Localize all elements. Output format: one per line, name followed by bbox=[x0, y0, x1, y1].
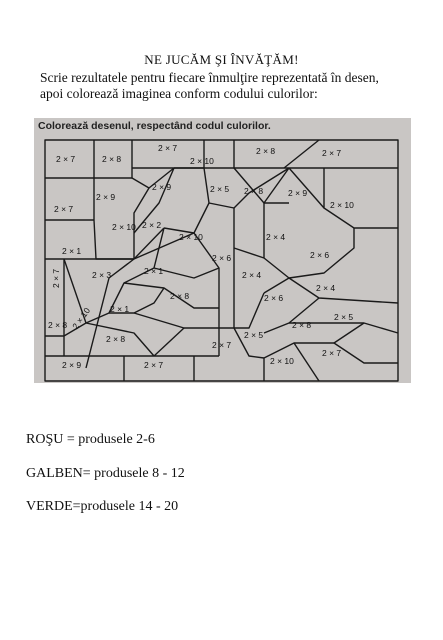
cell-label: 2 × 3 bbox=[92, 270, 112, 280]
cell-label: 2 × 4 bbox=[266, 232, 286, 242]
cell-label: 2 × 7 bbox=[144, 360, 164, 370]
cell-label: 2 × 1 bbox=[144, 266, 164, 276]
cell-label: 2 × 6 bbox=[212, 253, 232, 263]
cell-label: 2 × 5 bbox=[334, 312, 354, 322]
cell-label: 2 × 7 bbox=[56, 154, 76, 164]
cell-label: 2 × 9 bbox=[96, 192, 116, 202]
cell-label: 2 × 1 bbox=[110, 304, 130, 314]
cell-label: 2 × 7 bbox=[51, 268, 61, 288]
instruction-line-2: apoi colorează imaginea conform codului culorilor: bbox=[40, 86, 318, 101]
cell-label: 2 × 1 bbox=[62, 246, 82, 256]
instruction-line-1: Scrie rezultatele pentru fiecare înmulţire reprezentată în desen, bbox=[40, 70, 379, 85]
cell-label: 2 × 7 bbox=[158, 143, 178, 153]
puzzle-drawing bbox=[34, 118, 411, 383]
legend-yellow: GALBEN= produsele 8 - 12 bbox=[26, 466, 185, 481]
legend-red: ROŞU = produsele 2-6 bbox=[26, 432, 155, 447]
cell-label: 2 × 9 bbox=[152, 182, 172, 192]
cell-label: 2 × 10 bbox=[112, 222, 136, 232]
cell-label: 2 × 10 bbox=[70, 305, 93, 331]
cell-label: 2 × 10 bbox=[190, 156, 214, 166]
cell-label: 2 × 8 bbox=[170, 291, 190, 301]
cell-label: 2 × 2 bbox=[142, 220, 162, 230]
coloring-puzzle bbox=[34, 118, 411, 383]
cell-label: 2 × 9 bbox=[288, 188, 308, 198]
cell-label: 2 × 7 bbox=[212, 340, 232, 350]
cell-label: 2 × 8 bbox=[106, 334, 126, 344]
cell-label: 2 × 10 bbox=[330, 200, 354, 210]
cell-label: 2 × 7 bbox=[54, 204, 74, 214]
cell-label: 2 × 10 bbox=[179, 232, 203, 242]
page-title: NE JUCĂM ŞI ÎNVĂŢĂM! bbox=[144, 52, 299, 67]
cell-label: 2 × 6 bbox=[310, 250, 330, 260]
cell-label: 2 × 8 bbox=[244, 186, 264, 196]
cell-label: 2 × 7 bbox=[322, 148, 342, 158]
cell-label: 2 × 4 bbox=[316, 283, 336, 293]
cell-label: 2 × 9 bbox=[62, 360, 82, 370]
cell-label: 2 × 8 bbox=[102, 154, 122, 164]
cell-label: 2 × 8 bbox=[256, 146, 276, 156]
legend-green: VERDE=produsele 14 - 20 bbox=[26, 499, 179, 514]
cell-label: 2 × 5 bbox=[244, 330, 264, 340]
cell-label: 2 × 8 bbox=[292, 320, 312, 330]
cell-label: 2 × 7 bbox=[322, 348, 342, 358]
instructions bbox=[40, 70, 440, 102]
cell-label: 2 × 4 bbox=[242, 270, 262, 280]
cell-label: 2 × 5 bbox=[210, 184, 230, 194]
cell-label: 2 × 6 bbox=[264, 293, 284, 303]
puzzle-caption: Colorează desenul, respectând codul culorilor. bbox=[38, 120, 271, 132]
cell-label: 2 × 8 bbox=[48, 320, 68, 330]
cell-label: 2 × 10 bbox=[270, 356, 294, 366]
